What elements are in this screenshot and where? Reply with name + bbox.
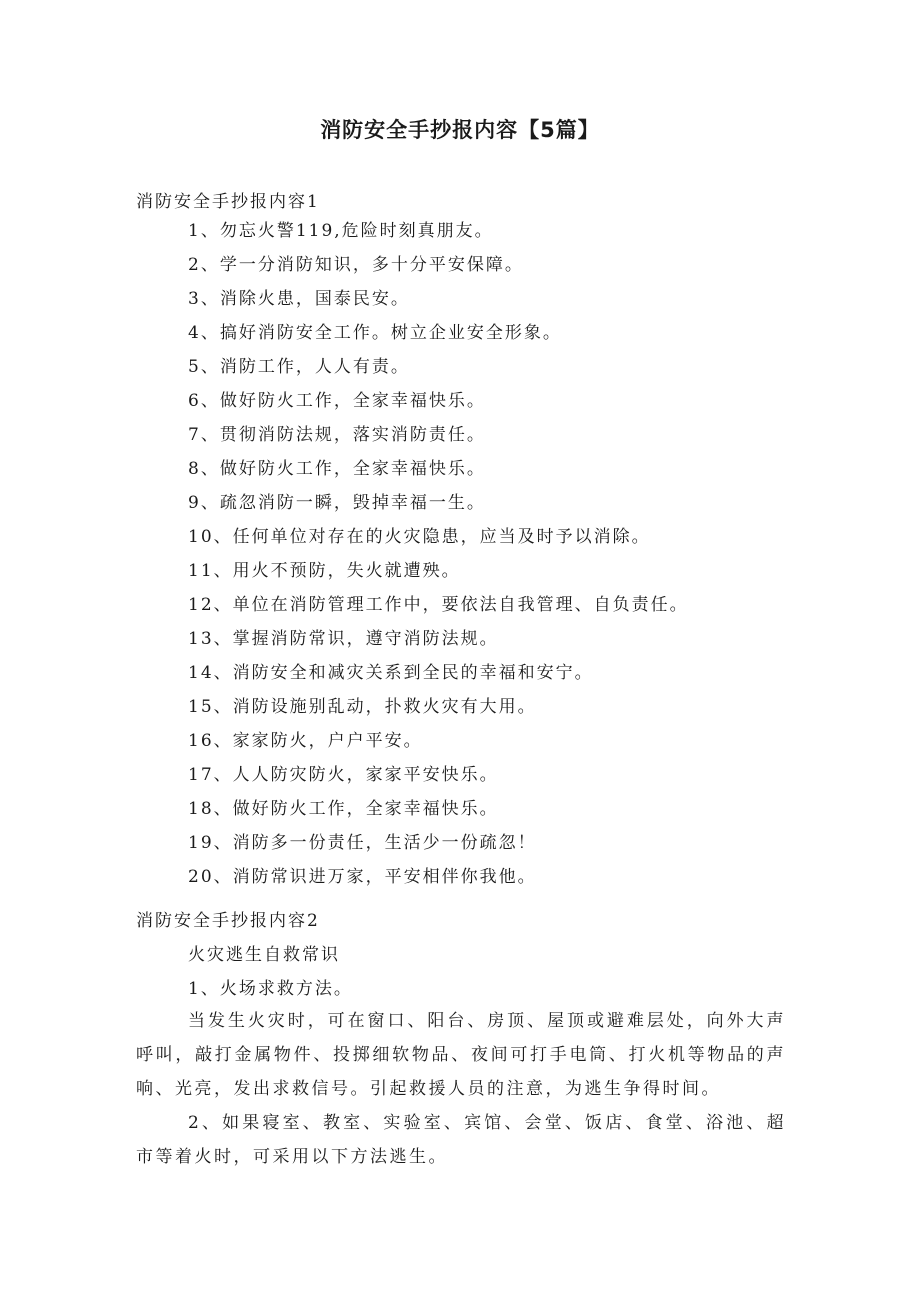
paragraph: 2、如果寝室、教室、实验室、宾馆、会堂、饭店、食堂、浴池、超市等着火时，可采用以下方法逃生。 — [136, 1113, 786, 1167]
list-item: 4、搞好消防安全工作。树立企业安全形象。 — [188, 323, 562, 343]
list-item: 6、做好防火工作，全家幸福快乐。 — [188, 391, 486, 411]
list-item: 13、掌握消防常识，遵守消防法规。 — [188, 629, 499, 649]
list-item: 20、消防常识进万家，平安相伴你我他。 — [188, 867, 537, 887]
list-item: 1、勿忘火警119,危险时刻真朋友。 — [188, 221, 494, 241]
list-item: 12、单位在消防管理工作中，要依法自我管理、自负责任。 — [188, 595, 689, 615]
slogan-list — [188, 219, 689, 899]
list-item: 16、家家防火，户户平安。 — [188, 731, 423, 751]
document-title: 消防安全手抄报内容【5篇】 — [320, 118, 600, 142]
list-item: 3、消除火患，国泰民安。 — [188, 289, 410, 309]
list-item: 5、消防工作，人人有责。 — [188, 357, 410, 377]
list-item: 9、疏忽消防一瞬，毁掉幸福一生。 — [188, 493, 486, 513]
list-item: 11、用火不预防，失火就遭殃。 — [188, 561, 461, 581]
list-item: 15、消防设施别乱动，扑救火灾有大用。 — [188, 697, 537, 717]
list-item: 8、做好防火工作，全家幸福快乐。 — [188, 459, 486, 479]
point-heading: 1、火场求救方法。 — [188, 979, 353, 999]
list-item: 19、消防多一份责任，生活少一份疏忽！ — [188, 833, 537, 853]
section-subtitle: 火灾逃生自救常识 — [188, 945, 340, 965]
list-item: 7、贯彻消防法规，落实消防责任。 — [188, 425, 486, 445]
list-item: 10、任何单位对存在的火灾隐患，应当及时予以消除。 — [188, 527, 651, 547]
list-item: 18、做好防火工作，全家幸福快乐。 — [188, 799, 499, 819]
list-item: 2、学一分消防知识，多十分平安保障。 — [188, 255, 524, 275]
section-heading-1: 消防安全手抄报内容1 — [136, 192, 320, 212]
section-heading-2: 消防安全手抄报内容2 — [136, 911, 320, 931]
list-item: 17、人人防灾防火，家家平安快乐。 — [188, 765, 499, 785]
paragraph: 当发生火灾时，可在窗口、阳台、房顶、屋顶或避难层处，向外大声呼叫，敲打金属物件、投掷细软物品、夜间可打手电筒、打火机等物品的声响、光亮，发出求救信号。引起救援人员的注意，为逃生争得时间。 — [136, 1011, 786, 1099]
list-item: 14、消防安全和减灾关系到全民的幸福和安宁。 — [188, 663, 594, 683]
